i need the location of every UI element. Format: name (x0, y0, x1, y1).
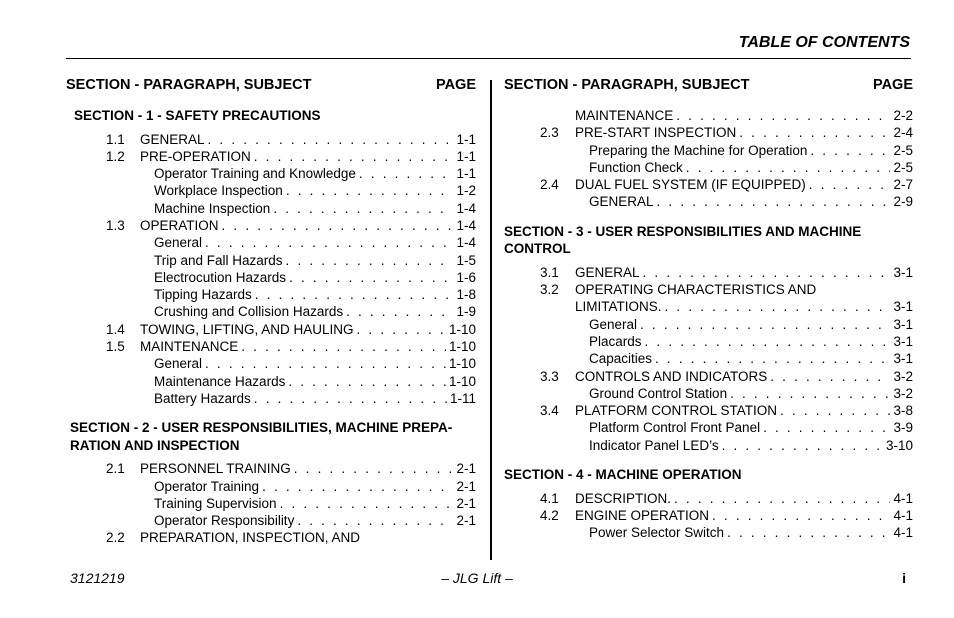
toc-entry-title: Ground Control Station (589, 385, 728, 401)
toc-entry-page: 1-6 (456, 269, 476, 285)
toc-entry[interactable] (66, 148, 476, 165)
toc-entry-title: PREPARATION, INSPECTION, AND (140, 530, 361, 546)
toc-entry-page: 3-9 (893, 420, 913, 436)
toc-entry-number: 2.3 (540, 125, 559, 141)
toc-entry[interactable] (66, 182, 476, 199)
toc-entry[interactable] (504, 264, 913, 281)
dot-leader (289, 269, 453, 286)
toc-entry-title: PERSONNEL TRAINING (140, 461, 291, 477)
toc-entry-title: ENGINE OPERATION (575, 507, 710, 523)
column-heading (66, 76, 476, 94)
section-heading: SECTION - 2 - USER RESPONSIBILITIES, MACHINE PREPA-RATION AND INSPECTION (70, 420, 453, 453)
dot-leader (727, 524, 890, 541)
toc-entry-title: CONTROLS AND INDICATORS (575, 368, 768, 384)
toc-entry-number: 4.1 (540, 490, 559, 506)
toc-entry-number: 1.2 (106, 148, 125, 164)
toc-entry-number: 3.3 (540, 368, 559, 384)
toc-entry-title: Placards (589, 333, 642, 349)
toc-column-left (66, 76, 476, 547)
toc-entry-page: 1-4 (456, 200, 476, 216)
toc-entry-page: 2-4 (893, 125, 913, 141)
toc-entry[interactable] (66, 373, 476, 390)
toc-entry[interactable] (504, 437, 913, 454)
section-heading: SECTION - 4 - MACHINE OPERATION (504, 467, 742, 483)
toc-entry-page: 2-2 (893, 108, 913, 123)
column-heading-page: PAGE (435, 77, 476, 93)
toc-entry-page: 2-5 (893, 142, 913, 158)
dot-leader (763, 419, 890, 436)
toc-entry[interactable] (504, 333, 913, 350)
column-heading-subject: SECTION - PARAGRAPH, SUBJECT (504, 77, 750, 93)
toc-entry-title: GENERAL (140, 131, 205, 147)
toc-entry-title: Maintenance Hazards (154, 373, 286, 389)
dot-leader (205, 355, 446, 372)
dot-leader (643, 264, 891, 281)
toc-entry[interactable] (504, 281, 913, 298)
toc-entry-title: MAINTENANCE (575, 108, 674, 123)
toc-entry-number: 1.5 (106, 339, 125, 355)
dot-leader (712, 507, 890, 524)
toc-entry-title: GENERAL (575, 264, 640, 280)
toc-entry-page: 1-11 (449, 390, 476, 406)
toc-entry-page: 3-1 (893, 264, 913, 280)
toc-entry[interactable] (66, 390, 476, 407)
toc-entry[interactable] (66, 217, 476, 234)
dot-leader (297, 512, 453, 529)
dot-leader (359, 165, 454, 182)
toc-entry-page: 3-10 (885, 437, 913, 453)
dot-leader (657, 193, 891, 210)
toc-entry-title: Operator Responsibility (154, 513, 295, 529)
toc-entry-title: Battery Hazards (154, 390, 251, 406)
toc-entry[interactable] (66, 165, 476, 182)
toc-entry-title: Function Check (589, 159, 683, 175)
toc-entry-page: 4-1 (893, 490, 913, 506)
toc-entry-number: 2.1 (106, 461, 125, 477)
toc-body (66, 107, 476, 547)
toc-entry[interactable] (504, 159, 913, 176)
toc-entry-page: 3-1 (893, 316, 913, 332)
toc-entry-page: 1-4 (456, 217, 476, 233)
toc-entry-title: Tipping Hazards (154, 287, 252, 303)
toc-entry-page: 3-1 (893, 351, 913, 367)
toc-entry[interactable] (66, 321, 476, 338)
toc-body (504, 107, 913, 541)
toc-entry-page: 4-1 (893, 525, 913, 541)
toc-entry[interactable] (66, 460, 476, 477)
toc-entry[interactable] (504, 316, 913, 333)
dot-leader (222, 217, 454, 234)
toc-entry-page: 1-10 (448, 356, 476, 372)
toc-entry-page: 1-9 (456, 304, 476, 320)
toc-column-right (504, 76, 913, 541)
toc-entry[interactable] (66, 529, 476, 546)
dot-leader (770, 368, 890, 385)
toc-entry-page: 1-10 (448, 339, 476, 355)
dot-leader (676, 107, 890, 124)
toc-entry-page: 3-1 (893, 299, 913, 315)
dot-leader (208, 131, 454, 148)
toc-entry[interactable] (66, 355, 476, 372)
dot-leader (280, 495, 454, 512)
toc-entry[interactable] (66, 338, 476, 355)
toc-entry-title: General (154, 356, 203, 372)
toc-entry-title: LIMITATIONS. (575, 299, 662, 315)
toc-entry-title: General (154, 235, 203, 251)
toc-entry-title: Electrocution Hazards (154, 269, 287, 285)
toc-entry[interactable] (66, 131, 476, 148)
toc-entry[interactable] (504, 419, 913, 436)
toc-entry-page: 3-1 (893, 333, 913, 349)
toc-entry-title: GENERAL (589, 194, 654, 210)
dot-leader (655, 350, 890, 367)
dot-leader (739, 124, 890, 141)
dot-leader (810, 142, 890, 159)
toc-entry[interactable] (504, 193, 913, 210)
toc-entry-title: Indicator Panel LED’s (589, 437, 719, 453)
toc-entry-number: 1.4 (106, 321, 125, 337)
dot-leader (255, 286, 454, 303)
toc-entry-title: Crushing and Collision Hazards (154, 304, 344, 320)
toc-entry[interactable] (504, 124, 913, 141)
dot-leader (645, 333, 891, 350)
toc-entry[interactable] (504, 142, 913, 159)
dot-leader (665, 298, 891, 315)
toc-entry-title: DESCRIPTION. (575, 490, 672, 506)
dot-leader (273, 200, 453, 217)
toc-entry[interactable] (504, 507, 913, 524)
dot-leader (686, 159, 891, 176)
section-heading: SECTION - 3 - USER RESPONSIBILITIES AND MACHINE CONTROL (504, 223, 862, 257)
toc-entry-title: Training Supervision (154, 495, 277, 511)
toc-entry-title: Workplace Inspection (154, 183, 283, 199)
toc-entry-title: PRE-START INSPECTION (575, 125, 737, 141)
toc-entry-page: 1-4 (456, 235, 476, 251)
toc-entry-number: 4.2 (540, 507, 559, 523)
toc-entry[interactable] (66, 512, 476, 529)
toc-entry-title: Power Selector Switch (589, 525, 725, 541)
dot-leader (640, 316, 890, 333)
dot-leader (346, 303, 453, 320)
dot-leader (205, 234, 453, 251)
toc-entry[interactable] (504, 402, 913, 419)
toc-entry-title: OPERATION (140, 217, 219, 233)
toc-entry-title: OPERATING CHARACTERISTICS AND (575, 282, 817, 298)
toc-entry[interactable] (504, 524, 913, 541)
toc-entry[interactable] (66, 495, 476, 512)
dot-leader (288, 373, 446, 390)
toc-entry[interactable] (504, 385, 913, 402)
toc-entry-title: Platform Control Front Panel (589, 420, 761, 436)
toc-entry[interactable] (504, 107, 913, 124)
toc-entry-page: 1-10 (448, 321, 476, 337)
toc-entry-title: PLATFORM CONTROL STATION (575, 403, 778, 419)
toc-entry-number: 3.4 (540, 403, 559, 419)
toc-entry-page: 1-1 (456, 148, 476, 164)
toc-entry-title: Operator Training (154, 478, 260, 494)
section-gap (66, 407, 476, 419)
section-gap (504, 211, 913, 223)
toc-entry-title: Trip and Fall Hazards (154, 252, 283, 268)
toc-entry-number: 1.3 (106, 217, 125, 233)
toc-entry-title: DUAL FUEL SYSTEM (IF EQUIPPED) (575, 177, 806, 193)
footer-page-number: i (902, 570, 906, 586)
toc-entry-page: 1-10 (448, 373, 476, 389)
toc-entry-page: 3-2 (893, 368, 913, 384)
toc-entry-number: 2.4 (540, 177, 559, 193)
toc-entry-page: 2-7 (893, 177, 913, 193)
dot-leader (780, 402, 890, 419)
column-heading-subject: SECTION - PARAGRAPH, SUBJECT (66, 77, 312, 93)
column-heading-page: PAGE (872, 77, 913, 93)
dot-leader (241, 338, 446, 355)
dot-leader (254, 390, 447, 407)
toc-entry-page: 2-5 (893, 159, 913, 175)
toc-entry[interactable] (66, 200, 476, 217)
header-rule (66, 58, 911, 59)
toc-entry[interactable] (504, 368, 913, 385)
dot-leader (722, 437, 883, 454)
dot-leader (294, 460, 454, 477)
toc-entry[interactable] (504, 350, 913, 367)
column-divider (490, 80, 492, 560)
toc-entry-title: Operator Training and Knowledge (154, 166, 356, 182)
dot-leader (809, 176, 891, 193)
page-header-title: TABLE OF CONTENTS (738, 34, 910, 51)
toc-entry-title: General (589, 316, 638, 332)
toc-entry-page: 1-2 (456, 183, 476, 199)
toc-entry-page: 2-1 (456, 513, 476, 529)
dot-leader (262, 478, 453, 495)
toc-entry-title: TOWING, LIFTING, AND HAULING (140, 321, 354, 337)
toc-entry-number: 1.1 (106, 131, 125, 147)
section-gap (504, 454, 913, 466)
dot-leader (730, 385, 890, 402)
toc-entry[interactable] (504, 298, 913, 315)
toc-entry-page: 2-1 (456, 478, 476, 494)
toc-entry[interactable] (66, 303, 476, 320)
dot-leader (286, 252, 454, 269)
toc-entry-page: 1-1 (456, 166, 476, 182)
toc-entry-title: PRE-OPERATION (140, 148, 251, 164)
toc-entry-page: 1-5 (456, 252, 476, 268)
toc-entry[interactable] (66, 269, 476, 286)
footer-doc-number: 3121219 (70, 570, 125, 586)
dot-leader (357, 321, 446, 338)
toc-entry-page: 1-1 (456, 131, 476, 147)
dot-leader (254, 148, 454, 165)
toc-entry-page: 2-1 (456, 461, 476, 477)
toc-entry-page: 1-8 (456, 287, 476, 303)
toc-entry-title: MAINTENANCE (140, 339, 239, 355)
toc-entry-number: 2.2 (106, 530, 125, 546)
toc-entry-title: Machine Inspection (154, 200, 271, 216)
toc-entry-page: 4-1 (893, 507, 913, 523)
toc-entry[interactable] (66, 286, 476, 303)
toc-entry-page: 3-2 (893, 385, 913, 401)
toc-entry[interactable] (504, 176, 913, 193)
toc-entry-title: Capacities (589, 351, 653, 367)
column-heading (504, 76, 913, 94)
toc-entry[interactable] (66, 252, 476, 269)
toc-entry-number: 3.2 (540, 282, 559, 298)
footer-center-text: – JLG Lift – (441, 570, 513, 586)
dot-leader (674, 490, 890, 507)
toc-entry-page: 3-8 (893, 403, 913, 419)
toc-entry-number: 3.1 (540, 264, 559, 280)
toc-entry[interactable] (504, 490, 913, 507)
section-heading: SECTION - 1 - SAFETY PRECAUTIONS (74, 108, 321, 123)
toc-entry-page: 2-1 (456, 495, 476, 511)
toc-entry-title: Preparing the Machine for Operation (589, 142, 808, 158)
toc-entry[interactable] (66, 234, 476, 251)
dot-leader (286, 182, 454, 199)
toc-entry[interactable] (66, 478, 476, 495)
toc-entry-page: 2-9 (893, 194, 913, 210)
